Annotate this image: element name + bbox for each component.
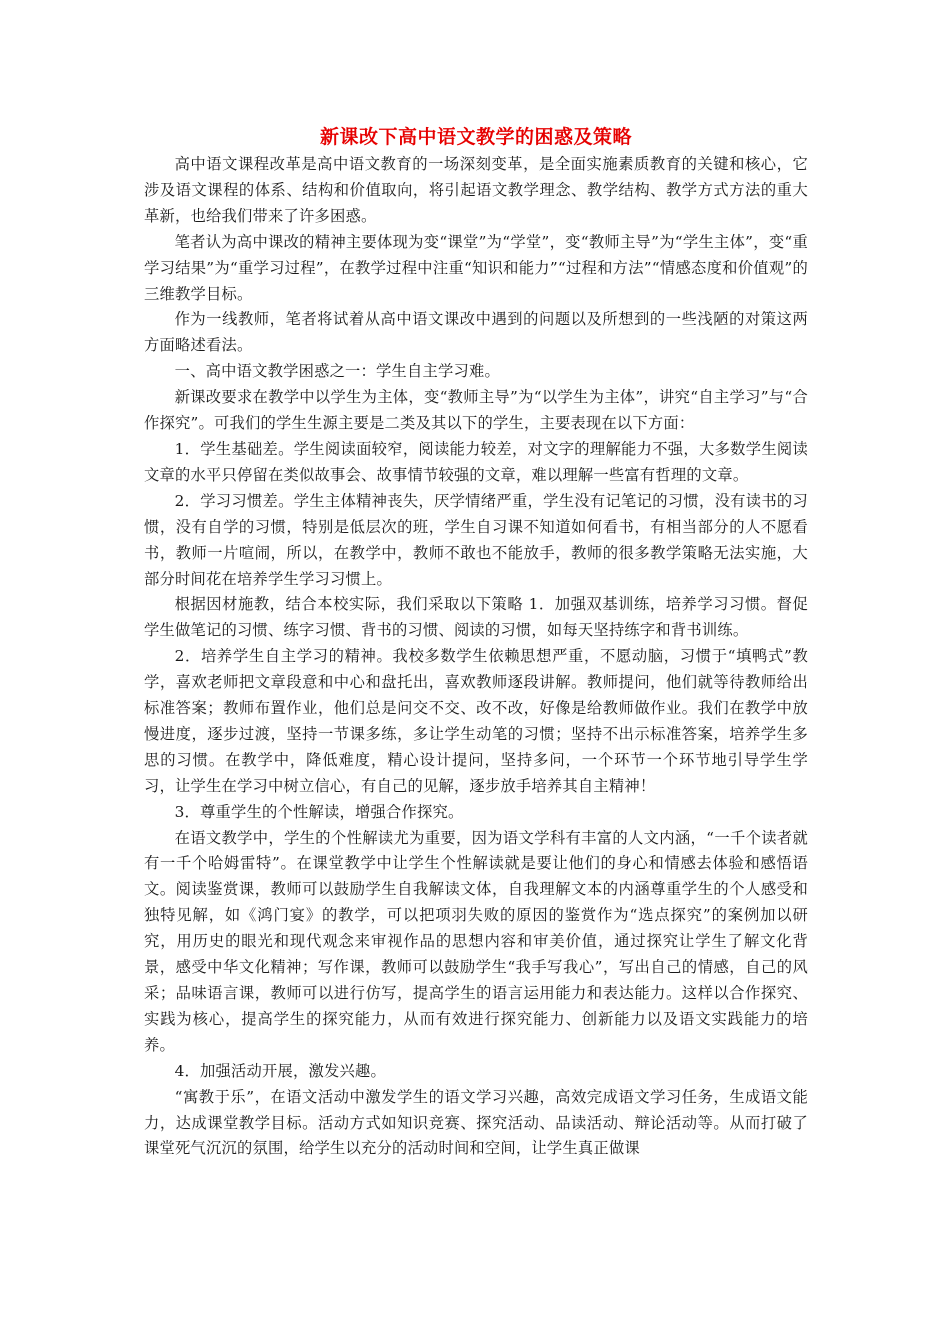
paragraph-reform-spirit: 笔者认为高中课改的精神主要体现为变“课堂”为“学堂”，变“教师主导”为“学生主体”，变“重学习结果”为“重学习过程”，在教学过程中注重“知识和能力”“过程和方法”“情感态度和价值观”的三维教学目标。 [144, 232, 808, 303]
list-item-habits: 2．学习习惯差。学生主体精神丧失，厌学情绪严重，学生没有记笔记的习惯，没有读书的习惯，没有自学的习惯，特别是低层次的班，学生自习课不知道如何看书，有相当部分的人不愿看书，教师一片喧闹，所以，在教学中，教师不敢也不能放手，教师的很多教学策略无法实施，大部分时间花在培养学生学习习惯上。 [144, 491, 808, 588]
list-item-self-study: 2．培养学生自主学习的精神。我校多数学生依赖思想严重，不愿动脑，习惯于“填鸭式”教学，喜欢老师把文章段意和中心和盘托出，喜欢教师逐段讲解。教师提问，他们就等待教师给出标准答案；教师布置作业，他们总是问交不交、改不改，好像是给教师做作业。我们在教学中放慢进度，逐步过渡，坚持一节课多练，多让学生动笔的习惯；坚持不出示标准答案，培养学生多思的习惯。在教学中，降低难度，精心设计提问，坚持多问，一个环节一个环节地引导学生学习，让学生在学习中树立信心，有自己的见解，逐步放手培养其自主精神！ [144, 647, 808, 795]
paragraph-student-source: 新课改要求在教学中以学生为主体，变“教师主导”为“以学生为主体”，讲究“自主学习”与“合作探究”。可我们的学生生源主要是二类及其以下的学生，主要表现在以下方面： [144, 388, 808, 433]
paragraph-activities: “寓教于乐”，在语文活动中激发学生的语文学习兴趣，高效完成语文学习任务，生成语文能力，达成课堂教学目标。活动方式如知识竞赛、探究活动、品读活动、辩论活动等。从而打破了课堂死气沉沉的氛围，给学生以充分的活动时间和空间，让学生真正做课 [144, 1087, 808, 1158]
list-item-basics: 1．学生基础差。学生阅读面较窄，阅读能力较差，对文字的理解能力不强，大多数学生阅读文章的水平只停留在类似故事会、故事情节较强的文章，难以理解一些富有哲理的文章。 [144, 439, 808, 484]
document-page [144, 124, 808, 1162]
section-heading-1: 一、高中语文教学困惑之一：学生自主学习难。 [174, 362, 501, 381]
paragraph-personal-reading: 在语文教学中，学生的个性解读尤为重要，因为语文学科有丰富的人文内涵，“一千个读者就有一千个哈姆雷特”。在课堂教学中让学生个性解读就是要让他们的身心和情感去体验和感悟语文。阅读鉴赏课，教师可以鼓励学生自我解读文体，自我理解文本的内涵尊重学生的个人感受和独特见解，如《鸿门宴》的教学，可以把项羽失败的原因的鉴赏作为“选点探究”的案例加以研究，用历史的眼光和现代观念来审视作品的思想内容和审美价值，通过探究让学生了解文化背景，感受中华文化精神；写作课，教师可以鼓励学生“我手写我心”，写出自己的情感，自己的风采；品味语言课，教师可以进行仿写，提高学生的语言运用能力和表达能力。这样以合作探究、实践为核心，提高学生的探究能力，从而有效进行探究能力、创新能力以及语文实践能力的培养。 [144, 828, 808, 1054]
paragraph-strategy: 根据因材施教，结合本校实际，我们采取以下策略 1．加强双基训练，培养学习习惯。督促学生做笔记的习惯、练字习惯、背书的习惯、阅读的习惯，如每天坚持练字和背书训练。 [144, 595, 808, 640]
paragraph-intro: 高中语文课程改革是高中语文教育的一场深刻变革，是全面实施素质教育的关键和核心，它涉及语文课程的体系、结构和价值取向，将引起语文教学理念、教学结构、教学方式方法的重大革新，也给我们带来了许多困惑。 [144, 155, 808, 225]
list-item-activities: 4．加强活动开展，激发兴趣。 [174, 1061, 386, 1080]
list-item-personal-reading: 3．尊重学生的个性解读，增强合作探究。 [174, 802, 464, 821]
paragraph-author-view: 作为一线教师，笔者将试着从高中语文课改中遇到的问题以及所想到的一些浅陋的对策这两方面略述看法。 [144, 310, 808, 355]
document-title: 新课改下高中语文教学的困惑及策略 [319, 126, 632, 148]
